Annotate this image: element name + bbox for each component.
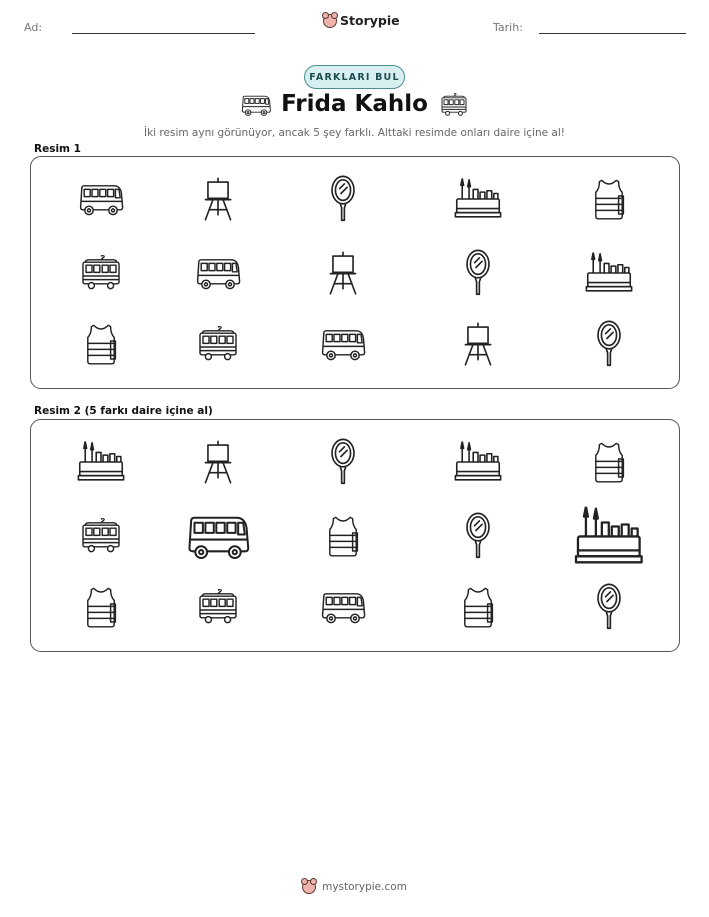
- picture2-label: Resim 2 (5 farkı daire içine al): [34, 405, 213, 417]
- tram-icon[interactable]: [77, 516, 125, 556]
- paintbox-icon[interactable]: [454, 178, 502, 220]
- paintbox-icon[interactable]: [454, 441, 502, 483]
- date-label: Tarih:: [493, 21, 523, 34]
- paintbox-icon[interactable]: [77, 441, 125, 483]
- bus-icon[interactable]: [193, 255, 243, 291]
- mirror-icon[interactable]: [595, 320, 623, 368]
- name-label: Ad:: [24, 21, 43, 34]
- bear-logo-icon: [323, 14, 337, 28]
- footer: [0, 880, 709, 894]
- vest-icon[interactable]: [591, 178, 627, 220]
- easel-icon[interactable]: [323, 251, 363, 295]
- bus-icon[interactable]: [318, 589, 368, 625]
- easel-icon[interactable]: [458, 322, 498, 366]
- vest-icon[interactable]: [460, 586, 496, 628]
- picture1-label: Resim 1: [34, 143, 81, 155]
- mirror-icon[interactable]: [595, 583, 623, 631]
- instructions: İki resim aynı görünüyor, ancak 5 şey farklı. Alttaki resimde onları daire içine al!: [144, 127, 565, 139]
- easel-icon[interactable]: [198, 440, 238, 484]
- easel-icon[interactable]: [198, 177, 238, 221]
- find-differences-badge: FARKLARI BUL: [304, 65, 405, 89]
- vest-icon[interactable]: [83, 586, 119, 628]
- brand-logo: [323, 13, 400, 28]
- vest-icon[interactable]: [591, 441, 627, 483]
- date-line[interactable]: [539, 33, 686, 34]
- bus-icon[interactable]: [318, 326, 368, 362]
- picture1-panel: [30, 156, 680, 389]
- mirror-icon[interactable]: [464, 512, 492, 560]
- brand-name: Storypie: [340, 13, 400, 28]
- footer-bear-icon: [302, 880, 316, 894]
- vest-icon[interactable]: [325, 515, 361, 557]
- tram-icon[interactable]: [194, 587, 242, 627]
- mirror-icon[interactable]: [329, 175, 357, 223]
- mirror-icon[interactable]: [464, 249, 492, 297]
- bus-icon[interactable]: [183, 511, 253, 561]
- footer-url[interactable]: mystorypie.com: [322, 881, 407, 893]
- name-line[interactable]: [72, 33, 255, 34]
- title-right-tram-icon: [438, 93, 470, 117]
- page-title: Frida Kahlo: [281, 91, 428, 117]
- tram-icon[interactable]: [194, 324, 242, 364]
- paintbox-icon[interactable]: [574, 506, 644, 567]
- mirror-icon[interactable]: [329, 438, 357, 486]
- vest-icon[interactable]: [83, 323, 119, 365]
- tram-icon[interactable]: [77, 253, 125, 293]
- bus-icon[interactable]: [76, 181, 126, 217]
- picture2-panel: [30, 419, 680, 652]
- paintbox-icon[interactable]: [585, 252, 633, 294]
